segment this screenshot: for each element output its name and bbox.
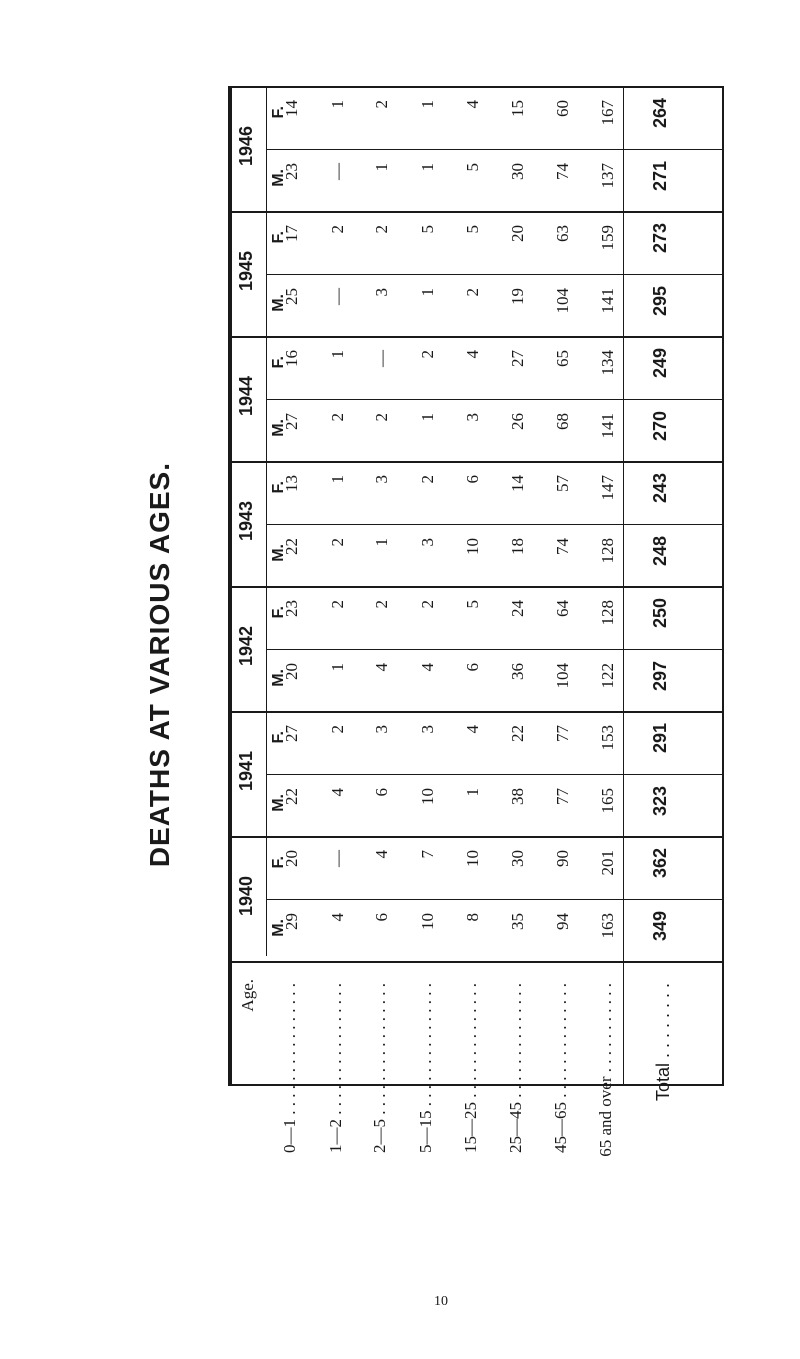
female-death-count: 17: [282, 225, 301, 242]
female-death-count: 2: [418, 600, 437, 609]
male-death-count: —: [328, 287, 347, 305]
male-death-count: 23: [282, 162, 301, 180]
female-death-count: 23: [282, 600, 301, 617]
female-death-count: 15: [508, 100, 527, 117]
female-death-count: 1: [328, 350, 347, 359]
male-column-label: M.: [270, 418, 287, 437]
male-death-count: 1: [463, 787, 482, 796]
female-death-count: —: [372, 350, 391, 367]
year-heading: 1943: [236, 501, 256, 542]
female-column-label: F.: [270, 231, 287, 244]
female-death-count: 1: [418, 100, 437, 109]
age-group-label: 45—65 . . . . . . . . . . . . . .: [551, 983, 570, 1153]
female-death-count: 2: [372, 225, 391, 234]
male-death-count: 18: [508, 537, 527, 555]
female-death-count: 2: [418, 350, 437, 359]
band-divider: [228, 961, 724, 963]
female-death-count: 153: [598, 725, 617, 751]
female-death-count: 167: [598, 100, 617, 126]
female-death-count: 4: [372, 850, 391, 859]
male-death-count: 163: [598, 912, 617, 938]
female-death-count: 7: [418, 850, 437, 859]
male-total: 270: [650, 410, 670, 441]
female-death-count: 147: [598, 475, 617, 501]
female-death-count: 14: [508, 475, 527, 492]
page-number: 10: [434, 1294, 448, 1309]
male-death-count: 30: [508, 162, 527, 180]
female-death-count: 201: [598, 850, 617, 876]
female-column-label: F.: [270, 356, 287, 369]
female-death-count: 77: [553, 725, 572, 742]
female-death-count: 30: [508, 850, 527, 867]
male-death-count: 104: [553, 287, 572, 313]
male-death-count: 1: [418, 287, 437, 296]
male-total: 349: [650, 910, 670, 941]
female-death-count: 2: [418, 475, 437, 484]
male-column-label: M.: [270, 668, 287, 687]
female-death-count: 128: [598, 600, 617, 626]
male-column-label: M.: [270, 168, 287, 187]
male-death-count: 137: [598, 162, 617, 188]
male-death-count: 141: [598, 412, 617, 438]
mf-divider: [623, 899, 724, 900]
male-death-count: 2: [328, 412, 347, 421]
female-death-count: 65: [553, 350, 572, 367]
female-death-count: 1: [328, 100, 347, 109]
male-death-count: 74: [553, 537, 572, 555]
mf-divider: [623, 649, 724, 650]
male-death-count: 3: [418, 537, 437, 546]
header-divider: [266, 86, 267, 956]
year-heading: 1942: [236, 626, 256, 667]
age-group-label: 0—1 . . . . . . . . . . . . . . . .: [280, 983, 299, 1153]
male-death-count: 36: [508, 662, 527, 680]
female-total: 250: [650, 598, 670, 629]
mf-divider: [266, 899, 623, 900]
female-death-count: —: [328, 850, 347, 867]
mf-divider: [266, 524, 623, 525]
female-death-count: 3: [372, 725, 391, 734]
mf-divider: [266, 149, 623, 150]
male-death-count: 104: [553, 662, 572, 688]
age-header: Age.: [238, 979, 257, 1012]
mf-divider: [623, 149, 724, 150]
male-death-count: 1: [372, 537, 391, 546]
male-death-count: 1: [328, 662, 347, 671]
male-total: 295: [650, 285, 670, 316]
male-death-count: 4: [418, 662, 437, 671]
male-death-count: 3: [463, 412, 482, 421]
year-heading: 1940: [236, 876, 256, 917]
male-death-count: 10: [418, 787, 437, 805]
female-column-label: F.: [270, 481, 287, 494]
band-divider: [228, 586, 724, 588]
female-death-count: 159: [598, 225, 617, 251]
mf-divider: [266, 774, 623, 775]
female-death-count: 2: [328, 725, 347, 734]
male-total: 323: [650, 785, 670, 816]
male-death-count: 38: [508, 787, 527, 805]
male-death-count: 25: [282, 287, 301, 305]
age-group-label: 5—15 . . . . . . . . . . . . . . .: [416, 983, 435, 1153]
male-death-count: 4: [328, 787, 347, 796]
male-death-count: 22: [282, 787, 301, 805]
male-death-count: 1: [372, 162, 391, 171]
age-group-label: 65 and over . . . . . . . . . . .: [596, 983, 615, 1157]
male-death-count: 5: [463, 162, 482, 171]
age-group-label: 2—5 . . . . . . . . . . . . . . . .: [370, 983, 389, 1153]
female-death-count: 4: [463, 725, 482, 734]
female-column-label: F.: [270, 856, 287, 869]
female-death-count: 14: [282, 100, 301, 117]
mf-divider: [266, 649, 623, 650]
female-death-count: 6: [463, 475, 482, 484]
male-death-count: 3: [372, 287, 391, 296]
female-death-count: 5: [463, 600, 482, 609]
female-death-count: 13: [282, 475, 301, 492]
male-death-count: 2: [372, 412, 391, 421]
female-death-count: 2: [372, 600, 391, 609]
female-death-count: 2: [328, 225, 347, 234]
female-death-count: 24: [508, 600, 527, 617]
female-total: 362: [650, 848, 670, 879]
female-death-count: 16: [282, 350, 301, 367]
female-death-count: 3: [418, 725, 437, 734]
female-death-count: 57: [553, 475, 572, 492]
female-total: 249: [650, 348, 670, 379]
female-death-count: 22: [508, 725, 527, 742]
female-total: 273: [650, 223, 670, 254]
female-column-label: F.: [270, 606, 287, 619]
female-death-count: 2: [328, 600, 347, 609]
band-divider: [228, 711, 724, 713]
male-death-count: 68: [553, 412, 572, 430]
male-death-count: 6: [372, 787, 391, 796]
male-death-count: 122: [598, 662, 617, 688]
female-death-count: 60: [553, 100, 572, 117]
female-death-count: 64: [553, 600, 572, 617]
male-death-count: 77: [553, 787, 572, 805]
male-death-count: 74: [553, 162, 572, 180]
mf-divider: [623, 399, 724, 400]
male-death-count: 141: [598, 287, 617, 313]
male-death-count: 26: [508, 412, 527, 430]
male-death-count: 27: [282, 412, 301, 430]
mf-divider: [623, 274, 724, 275]
mf-divider: [623, 524, 724, 525]
male-death-count: 35: [508, 912, 527, 930]
female-total: 264: [650, 98, 670, 129]
band-divider: [228, 461, 724, 463]
year-heading: 1946: [236, 126, 256, 167]
band-divider: [228, 336, 724, 338]
age-group-label: 25—45 . . . . . . . . . . . . . .: [506, 983, 525, 1153]
male-death-count: 6: [372, 912, 391, 921]
totals-divider: [623, 86, 624, 1086]
male-column-label: M.: [270, 918, 287, 937]
male-death-count: 4: [372, 662, 391, 671]
female-death-count: 90: [553, 850, 572, 867]
male-death-count: 128: [598, 537, 617, 563]
female-death-count: 4: [463, 100, 482, 109]
male-total: 271: [650, 160, 670, 191]
total-label: Total . . . . . . . .: [653, 983, 673, 1102]
age-group-label: 1—2 . . . . . . . . . . . . . . . .: [326, 983, 345, 1153]
year-heading: 1945: [236, 251, 256, 292]
male-death-count: 20: [282, 662, 301, 680]
male-death-count: 6: [463, 662, 482, 671]
male-death-count: 8: [463, 912, 482, 921]
female-death-count: 1: [328, 475, 347, 484]
mf-divider: [266, 399, 623, 400]
year-heading: 1941: [236, 751, 256, 792]
female-death-count: 4: [463, 350, 482, 359]
age-group-label: 15—25 . . . . . . . . . . . . . .: [461, 983, 480, 1153]
female-column-label: F.: [270, 731, 287, 744]
male-death-count: 2: [328, 537, 347, 546]
male-death-count: 10: [418, 912, 437, 930]
female-death-count: 2: [372, 100, 391, 109]
female-death-count: 27: [508, 350, 527, 367]
female-death-count: 134: [598, 350, 617, 376]
male-total: 248: [650, 535, 670, 566]
female-death-count: 10: [463, 850, 482, 867]
female-total: 243: [650, 473, 670, 504]
male-death-count: 165: [598, 787, 617, 813]
female-column-label: F.: [270, 106, 287, 119]
female-death-count: 5: [463, 225, 482, 234]
female-death-count: 63: [553, 225, 572, 242]
year-heading: 1944: [236, 376, 256, 417]
male-death-count: —: [328, 162, 347, 180]
male-column-label: M.: [270, 793, 287, 812]
page-title: DEATHS AT VARIOUS AGES.: [144, 462, 175, 868]
male-column-label: M.: [270, 293, 287, 312]
female-death-count: 20: [508, 225, 527, 242]
mf-divider: [623, 774, 724, 775]
male-death-count: 1: [418, 162, 437, 171]
male-death-count: 29: [282, 912, 301, 930]
female-death-count: 20: [282, 850, 301, 867]
female-death-count: 5: [418, 225, 437, 234]
female-total: 291: [650, 723, 670, 754]
band-divider: [228, 211, 724, 213]
male-death-count: 94: [553, 912, 572, 930]
male-death-count: 2: [463, 287, 482, 296]
male-death-count: 1: [418, 412, 437, 421]
mf-divider: [266, 274, 623, 275]
male-death-count: 10: [463, 537, 482, 555]
band-divider: [228, 836, 724, 838]
female-death-count: 27: [282, 725, 301, 742]
male-death-count: 4: [328, 912, 347, 921]
male-column-label: M.: [270, 543, 287, 562]
female-death-count: 3: [372, 475, 391, 484]
male-death-count: 19: [508, 287, 527, 305]
male-total: 297: [650, 660, 670, 691]
male-death-count: 22: [282, 537, 301, 555]
